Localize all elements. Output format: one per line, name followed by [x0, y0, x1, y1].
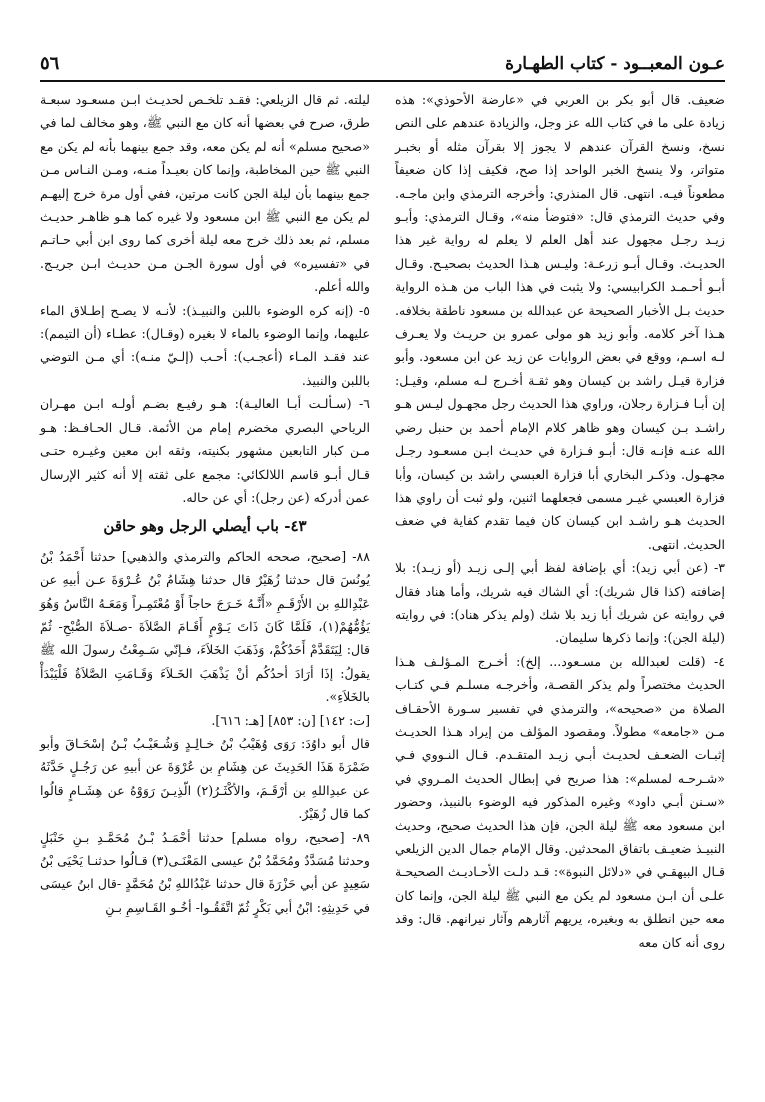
commentary-paragraph: ٣- (عن أبي زيد): أي بإضافة لفظ أبي إلـى زيـد (أو زيـد): بلا إضافته (كذا قال شريك): أي الشاك فيه شريك، وأما هناد فقال في روايته عن شريك أبا زيد بلا شك (ولم يذكر هناد): في روايته (ليلة الجن): وإنما ذكرها سليمان. — [395, 560, 725, 646]
hadith-text: ٨٨- [صحيح، صححه الحاكم والترمذي والذهبي] حدثنا أَحْمَدُ بْنُ يُونُسَ قال حدثنا زُهَيْرٌ قال حدثنا هِشَامُ بْنُ عُـرْوَةَ عـن أبيهِ عن عَبْدِاللهِ بن الأَرْقَـمِ «أَنَّـهُ خَـرَجَ حاجاً أَوْ مُعْتَمِـراً وَمَعَـهُ النَّاسُ وَهُوَ يَؤُمُّهُمْ(١)، فَلَمَّا كَانَ ذَاتَ يَـوْمٍ أَقَـامَ الصَّلاَةَ -صـلاَةَ الصُّبْحِ- ثُمّ قال: لِيَتَقَدَّمْ أَحَدُكُمْ، وَذَهَبَ الخَلاَءَ، فـإنّي سَـمِعْتُ رسولَ الله ﷺ يقولُ: إذَا أرَادَ أحدُكُم أنْ يَذْهَبَ الخَـلاَءَ وَقَـامَتِ الصَّلاَةُ فَلْيَبْدَأْ بالخَلاَءِ». — [40, 548, 370, 705]
chapter-heading: ٤٣- باب أيصلي الرجل وهو حاقن — [103, 517, 307, 536]
running-header — [40, 40, 725, 82]
right-column — [395, 88, 725, 954]
commentary-paragraph: ضعيف. قال أبو بكر بن العربي في «عارضة الأحوذي»: هذه زيادة على ما في كتاب الله عز وجل، والزيادة عندهم على النص نسخ، ونسخ القرآن عندهم لا يجوز إلا بقرآن مثله أو بخبـر متواتر، ولا ينسخ الخبر الواحد إذا صح، فكيف إذا كان ضعيفاً مطعوناً فيـه. انتهى. قال المنذري: وأخرجه الترمذي وابن ماجـه. وفي حديث الترمذي قال: «فتوضأ منه»، وقـال الترمذي: وأبـو زيـد رجـل مجهول عند أهل العلم لا يعلم له رواية غير هذا الحديـث. وقـال أبـو زرعـة: وليـس هـذا الحديث بصحيـح. وقـال أبـو أحـمـد الكرابيسي: ولا يثبت في هذا الباب من هـذه الرواية حديث بـل الأخبار الصحيحة عن عبدالله بن مسعود ناطقة بخلافه. هـذا آخر كلامه. وأبو زيد هو مولى عمرو بن حريـث ولا يعـرف لـه اسـم، ووقع في بعض الروايات عن زيد عن ابن مسعود. وأبو فزارة قيـل راشد بن كيسان وهو ثقـة أخـرج لـه مسلم، وقيـل: إن أبـا فـزارة رجلان، وراوي هذا الحديث رجل مجهـول ليـس هـو راشـد بـن كيسان وهو ظاهر كلام الإمام أحمد بن حنبل رضي الله عنـه فإنـه قال: أبـو فـزارة في حديـث ابـن مسعـود رجـل مجهـول. وذكـر البخاري أبا فزارة العبسي راشد بن كيسان، وأبا فزارة العبسي غيـر مسمى فجعلهما اثنين، ولو ثبت أن راوي هذا الحديث هـو راشـد ابن كيسان كان فيما تقدم كفاية في ضعف الحديث. انتهى. — [395, 92, 725, 552]
commentary-paragraph: ٥- (إنه كره الوضوء باللبن والنبيـذ): لأنـه لا يصـح إطـلاق الماء عليهما، وإنما الوضوء بالماء لا بغيره (وقـال): عطـاء (أن التيمم): عند فقـد المـاء (أعجـب): أحـب (إلـيّ منـه): أي مـن التوضي باللبن والنبيذ. — [40, 302, 370, 388]
hadith-text: ٨٩- [صحيح، رواه مسلم] حدثنا أحْمَـدُ بْـنُ مُحَمَّـدِ بـنِ حَنْبَلٍ وحدثنا مُسَدَّدٌ ومُحَمَّدُ بْنُ عيسى المَعْنَـى(٣) قـالُوا حدثنـا يَحْيَى بْنُ سَعِيدٍ عن أبي حَزْرَةَ قال حدثنا عَبْدُاللهِ بْنُ مُحَمَّدٍ -قال ابنُ عيسَى في حَدِيثِهِ: ابْنُ أبي بَكْرٍ ثُمّ اتَّفَقُـوا- أخُـو القَـاسِمِ بـنِ — [40, 829, 370, 915]
commentary-paragraph: ليلته. ثم قال الزيلعي: فقـد تلخـص لحديـث ابـن مسعـود سبعـة طرق، صرح في بعضها أنه كان مع النبي ﷺ، وهو مخالف لما في «صحيح مسلم» أنه لم يكن معه، وقد جمع بينهما بأنه لم يكن مع النبي ﷺ حين المخاطبة، وإنما كان بعيـداً منـه، ومـن النـاس مـن جمع بينهما بأن ليلة الجن كانت مرتين، ففي أول مرة خرج إليهـم لم يكن مع النبي ﷺ ابن مسعود ولا غيره كما هـو ظاهـر حديـث مسلم، ثم بعد ذلك خرج معه ليلة أخرى كما روى ابن أبي حـاتـم في «تفسيره» في أول سورة الجـن مـن حديـث ابـن جريـج. والله أعلم. — [40, 92, 370, 295]
page-number: ٥٦ — [40, 53, 60, 74]
commentary-paragraph: ٦- (سـألـت أبـا العاليـة): هـو رفيـع بضـم أولـه ابـن مهـران الرياحي البصري مخضرم إمام من الأئمة. قـال الحـافـظ: هـو مـن كبار التابعين مشهور بكنيته، وثقه ابن معين وغيـره حتـى قـال أبـو قاسم اللالكائي: مجمع على ثقته إلا أنه كثير الإرسال عمن أدركه (عن رجل): أي عن حاله. — [40, 396, 370, 505]
left-column — [40, 88, 370, 919]
commentary-paragraph: ٤- (قلت لعبدالله بن مسـعود... إلخ): أخـرج المـؤلـف هـذا الحديث مختصراً ولم يذكر القصـة، وأخرجـه مسلـم فـي كتـاب الصلاة من «صحيحه»، والترمذي في تفسير سـورة الأحقـاف مـن «جامعه» مطولاً. ومقصود المؤلف من إيراد هـذا الحديـث إثبـات الضعـف لحديـث أبـي زيـد المتقـدم. قـال النـووي فـي «شـرحـه لمسلم»: هذا صريح في إبطال الحديث المـروي في «سـنن أبـي داود» وغيره المذكور فيه الوضوء بالنبيذ، وحضور ابن مسعود معه ﷺ ليلة الجن، فإن هذا الحديث صحيح، وحديث النبيـذ ضعيـف باتفاق المحدثين. وقال الإمام جمال الدين الزيلعي قـال البيهقـي في «دلائل النبوة»: قـد دلـت الأحـاديـث الصحيحـة علـى أن ابـن مسعود لم يكن مع النبي ﷺ ليلة الجن، وإنما كان معه حين انطلق به وبغيره، يريهم آثارهم وآثار نيرانهم. قال: وقد روى أنه كان معه — [395, 653, 725, 950]
hadith-text: قال أبو داوُدَ: رَوَى وُهَيْبُ بْنُ خـالِـدٍ وَشُـعَيْـبُ بْـنُ إسْحَـاقَ وأبو ضَمْرَةَ هَذَا الحَدِيثَ عن هِشَامِ بن عُرْوَةَ عن أبيهِ عن رَجُـلٍ حَدَّثَهُ عن عبدِاللهِ بن أرْقَـمَ، والأكْثَـرُ(٢) الّذِيـنَ رَوَوْهُ عن هِشَـامٍ قالُوا كما قال زُهَيْرٌ. — [40, 735, 370, 822]
running-title: عـون المعبــود - كتاب الطهـارة — [505, 54, 725, 74]
hadith-reference: [ت: ١٤٢] [ن: ٨٥٣] [هـ: ٦١٦]. — [211, 712, 370, 728]
